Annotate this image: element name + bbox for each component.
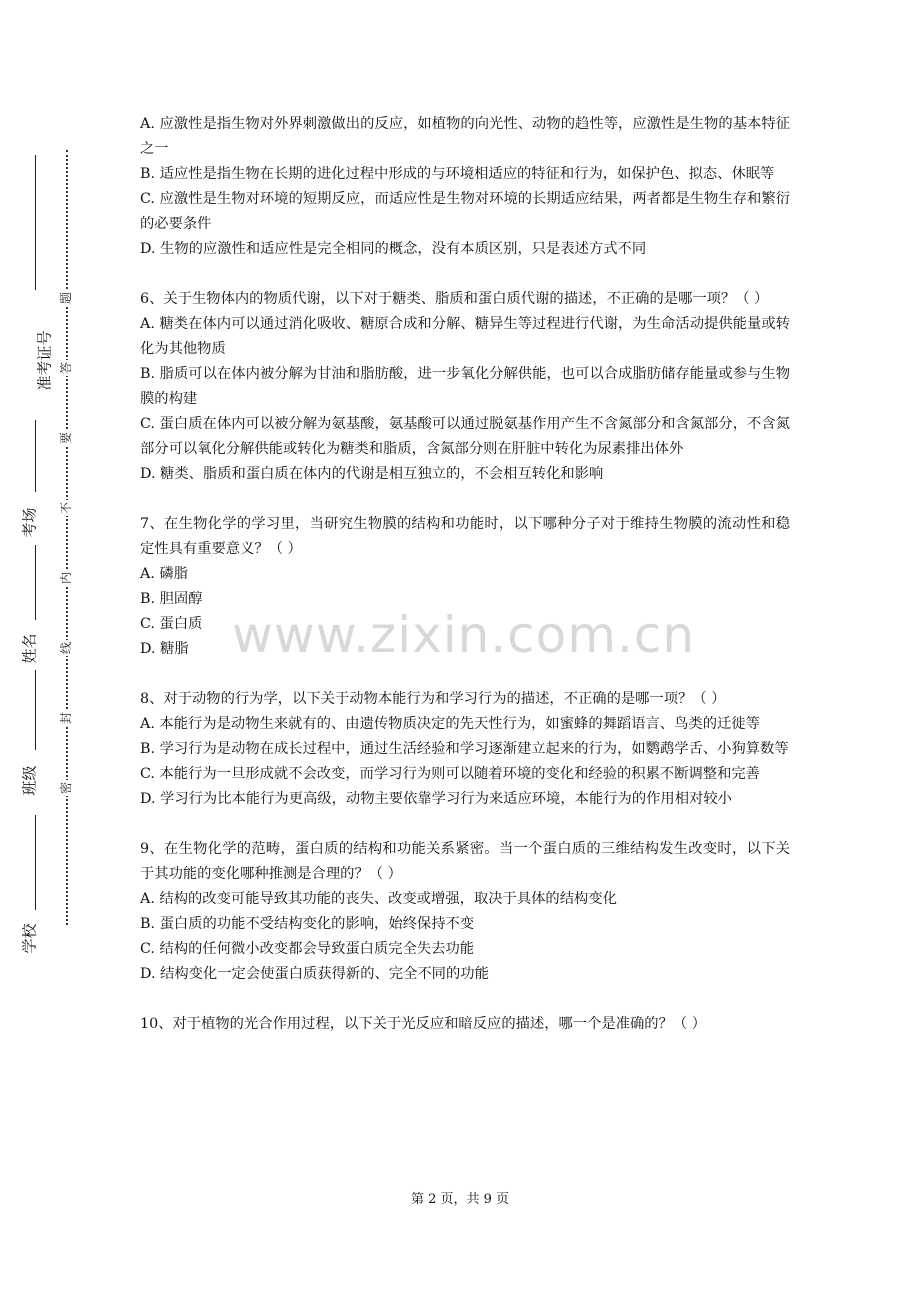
- question-8: [140, 687, 790, 812]
- option-b[interactable]: B. 胆固醇: [140, 591, 203, 607]
- option-c[interactable]: C. 结构的任何微小改变都会导致蛋白质完全失去功能: [140, 941, 475, 957]
- question-5-options: [140, 112, 790, 262]
- seal-char: 封: [59, 712, 73, 725]
- option-a[interactable]: A. 应激性是指生物对外界刺激做出的反应，如植物的向光性、动物的趋性等，应激性是生物的基本特征之一: [140, 116, 790, 157]
- question-stem: 6、关于生物体内的物质代谢，以下对于糖类、脂质和蛋白质代谢的描述，不正确的是哪一项？（ ）: [140, 291, 769, 307]
- name-line[interactable]: [35, 545, 36, 620]
- exam-room-line[interactable]: [35, 420, 36, 492]
- option-d[interactable]: D. 糖类、脂质和蛋白质在体内的代谢是相互独立的，不会相互转化和影响: [140, 466, 604, 482]
- option-a[interactable]: A. 糖类在体内可以通过消化吸收、糖原合成和分解、糖异生等过程进行代谢，为生命活动提供能量或转化为其他物质: [140, 316, 790, 357]
- question-stem: 10、对于植物的光合作用过程，以下关于光反应和暗反应的描述，哪一个是准确的？（ ）: [140, 1016, 707, 1032]
- school-label: 学校: [20, 923, 39, 954]
- page-footer: 第 2 页，共 9 页: [410, 1192, 510, 1207]
- option-c[interactable]: C. 蛋白质在体内可以被分解为氨基酸，氨基酸可以通过脱氨基作用产生不含氮部分和含氮部分，不含氮部分可以氧化分解供能或转化为糖类和脂质，含氮部分则在肝脏中转化为尿素排出体外: [140, 416, 790, 457]
- exam-content: [140, 112, 790, 1062]
- seal-char: 要: [59, 432, 73, 445]
- option-b[interactable]: B. 脂质可以在体内被分解为甘油和脂肪酸，进一步氧化分解供能，也可以合成脂肪储存能量或参与生物膜的构建: [140, 366, 790, 407]
- option-a[interactable]: A. 结构的改变可能导致其功能的丧失、改变或增强，取决于具体的结构变化: [140, 891, 617, 907]
- seal-char: 线: [59, 642, 73, 655]
- seal-char: 题: [59, 292, 73, 305]
- option-d[interactable]: D. 结构变化一定会使蛋白质获得新的、完全不同的功能: [140, 966, 489, 982]
- option-a[interactable]: A. 磷脂: [140, 566, 189, 582]
- question-stem: 7、在生物化学的学习里，当研究生物膜的结构和功能时，以下哪种分子对于维持生物膜的流动性和稳定性具有重要意义？（ ）: [140, 516, 790, 557]
- watermark: www.zixin.com.cn: [232, 606, 696, 664]
- class-label: 班级: [20, 765, 39, 796]
- class-line[interactable]: [35, 670, 36, 750]
- option-d[interactable]: D. 学习行为比本能行为更高级，动物主要依靠学习行为来适应环境，本能行为的作用相对较小: [140, 791, 732, 807]
- binding-margin: [0, 0, 100, 1302]
- option-c[interactable]: C. 蛋白质: [140, 616, 203, 632]
- option-a[interactable]: A. 本能行为是动物生来就有的、由遗传物质决定的先天性行为，如蜜蜂的舞蹈语言、鸟类的迁徙等: [140, 716, 760, 732]
- name-label: 姓名: [20, 633, 39, 664]
- question-7: [140, 512, 790, 662]
- option-b[interactable]: B. 学习行为是动物在成长过程中，通过生活经验和学习逐渐建立起来的行为，如鹦鹉学舌、小狗算数等: [140, 741, 789, 757]
- seal-char: 不: [59, 502, 73, 515]
- question-stem: 9、在生物化学的范畴，蛋白质的结构和功能关系紧密。当一个蛋白质的三维结构发生改变时，以下关于其功能的变化哪种推测是合理的？（ ）: [140, 841, 790, 882]
- seal-char: 密: [59, 782, 73, 795]
- question-stem: 8、对于动物的行为学，以下关于动物本能行为和学习行为的描述，不正确的是哪一项？（ ）: [140, 691, 726, 707]
- exam-room-label: 考场: [20, 507, 39, 538]
- option-d[interactable]: D. 糖脂: [140, 641, 189, 657]
- school-line[interactable]: [35, 815, 36, 910]
- option-b[interactable]: B. 适应性是指生物在长期的进化过程中形成的与环境相适应的特征和行为，如保护色、拟态、休眠等: [140, 166, 775, 182]
- seal-char: 答: [59, 362, 73, 375]
- option-b[interactable]: B. 蛋白质的功能不受结构变化的影响，始终保持不变: [140, 916, 475, 932]
- option-c[interactable]: C. 应激性是生物对环境的短期反应，而适应性是生物对环境的长期适应结果，两者都是生物生存和繁衍的必要条件: [140, 191, 790, 232]
- option-d[interactable]: D. 生物的应激性和适应性是完全相同的概念，没有本质区别，只是表述方式不同: [140, 241, 647, 257]
- question-10: [140, 1012, 790, 1037]
- question-6: [140, 287, 790, 487]
- exam-number-line[interactable]: [35, 155, 36, 290]
- option-c[interactable]: C. 本能行为一旦形成就不会改变，而学习行为则可以随着环境的变化和经验的积累不断调整和完善: [140, 766, 760, 782]
- exam-number-label: 准考证号: [35, 330, 54, 391]
- seal-dotted-line: [66, 150, 68, 925]
- question-9: [140, 837, 790, 987]
- seal-char: 内: [59, 572, 73, 585]
